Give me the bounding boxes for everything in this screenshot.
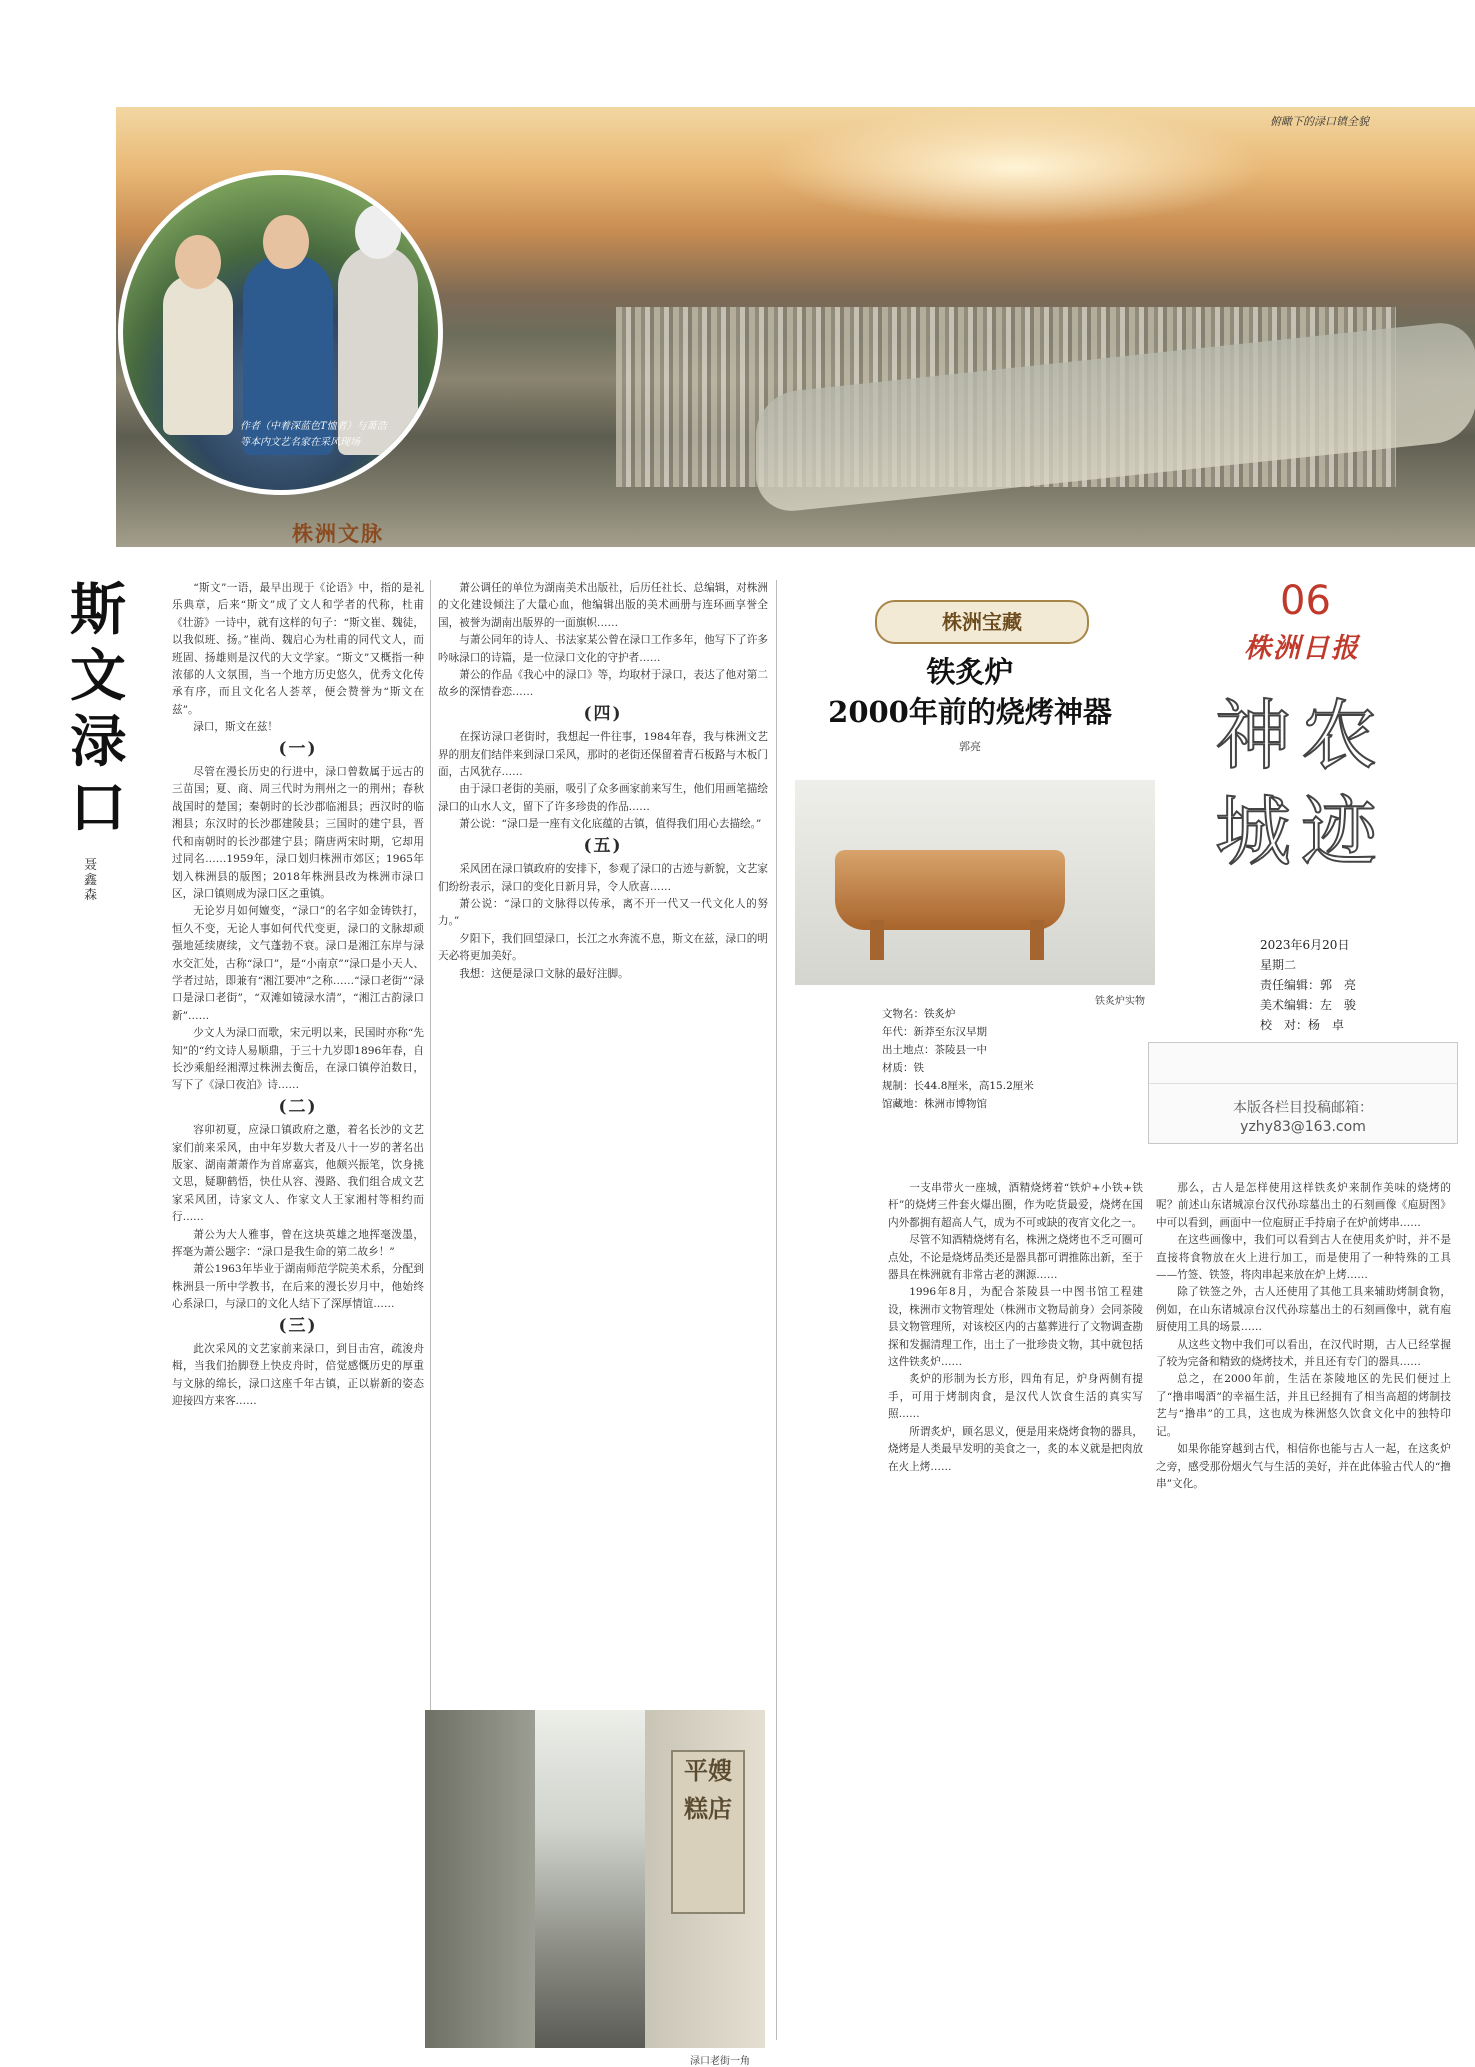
paragraph: 从这些文物中我们可以看出，在汉代时期，古人已经掌握了较为完备和精致的烧烤技术，并且还有专门的器具…… [1156, 1338, 1451, 1369]
section-title: 神农城迹 [1215, 691, 1387, 876]
article-title: 斯文渌口 [70, 578, 126, 841]
paragraph: 总之，在2000年前，生活在茶陵地区的先民们便过上了“撸串喝酒”的幸福生活，并且已经拥有了相当高超的烤制技艺与“撸串”的工具，这也成为株洲悠久饮食文化中的独特印记。 [1156, 1373, 1451, 1438]
paragraph: 在这些画像中，我们可以看到古人在使用炙炉时，并不是直接将食物放在火上进行加工，而是使用了一种特殊的工具——竹签、铁签，将肉串起来放在炉上烤…… [1156, 1234, 1451, 1282]
street-photo-caption: 渌口老街一角 [690, 2056, 750, 2067]
paragraph: 萧公1963年毕业于湖南师范学院美术系，分配到株洲县一所中学教书，在后来的漫长岁月中，他始终心系渌口，与渌口的文化人结下了深厚情谊…… [172, 1263, 424, 1311]
street-building-left [425, 1710, 535, 2048]
paragraph: 萧公的作品《我心中的渌口》等，均取材于渌口，表达了他对第二故乡的深情眷恋…… [438, 669, 768, 699]
article-author: 聂鑫森 [84, 858, 98, 903]
issue-date: 2023年6月20日 [1260, 938, 1350, 952]
mail-label: 本版各栏目投稿邮箱： [1233, 1100, 1373, 1116]
stove-photo [795, 780, 1155, 985]
paragraph: 采风团在渌口镇政府的安排下，参观了渌口的古迹与新貌，文艺家们纷纷表示，渌口的变化日新月异，令人欣喜…… [438, 863, 768, 893]
info-line: 馆藏地：株洲市博物馆 [882, 1098, 987, 1110]
section-heading: (四) [583, 703, 623, 724]
section-heading: (二) [278, 1096, 318, 1117]
artifact-info-box [882, 1005, 1042, 1160]
artifact-column-name: 株洲宝藏 [942, 610, 1022, 634]
paragraph: 萧公调任的单位为湖南美术出版社，后历任社长、总编辑，对株洲的文化建设倾注了大量心血，他编辑出版的美术画册与连环画享誉全国，被誉为湖南出版界的一面旗帜…… [438, 582, 768, 629]
paragraph: 与萧公同年的诗人、书法家某公曾在渌口工作多年，他写下了许多吟咏渌口的诗篇，是一位渌口文化的守护者…… [438, 634, 768, 664]
paragraph: 无论岁月如何嬗变，“渌口”的名字如金铸铁打，恒久不变，无论人事如何代代变更，渌口的文脉却顽强地延续赓续，文气蓬勃不衰。渌口是湘江东岸与渌水交汇处，古称“渌口”，是“小南京”“渌口是小天人、学者过站，即兼有“湘江要冲”之称……“渌口老街”“渌口是渌口老街”，“双滩如镜渌水清”，“湘江古韵渌口新”…… [172, 905, 424, 1022]
artifact-column-badge [875, 600, 1089, 644]
street-sign: 平嫂糕店 [671, 1750, 745, 1914]
paragraph: 除了铁签之外，古人还使用了其他工具来辅助烤制食物，例如，在山东诸城凉台汉代孙琮墓出土的石刻画像中，就有庖厨使用工具的场景…… [1156, 1286, 1451, 1334]
person-head [175, 235, 221, 289]
artifact-title-line: 2000年前的烧烤神器 [828, 695, 1112, 729]
paragraph: 我想：这便是渌口文脉的最好注脚。 [459, 967, 629, 980]
proof-credit: 校 对：杨 卓 [1260, 1018, 1345, 1032]
person-head [263, 215, 309, 269]
info-line: 年代：新莽至东汉早期 [882, 1026, 987, 1038]
paragraph: 如果你能穿越到古代，相信你也能与古人一起，在这炙炉之旁，感受那份烟火气与生活的美好，并在此体验古代人的“撸串”文化。 [1156, 1443, 1451, 1490]
page-meta [1260, 935, 1356, 1035]
street-photo [425, 1710, 765, 2048]
paragraph: 一支串带火一座城，酒精烧烤着“铁炉+小铁+铁杆”的烧烤三件套火爆出圈，作为吃货最爱，烧烤在国内外都拥有超高人气，成为不可或缺的夜宵文化之一。 [888, 1182, 1143, 1229]
stove-leg [1030, 920, 1044, 960]
article-column-2 [438, 580, 768, 1700]
paragraph: 尽管不知酒精烧烤有名，株洲之烧烤也不乏可圈可点处，不论是烧烤品类还是器具都可谓推陈出新，至于器具在株洲就有非常古老的渊源…… [888, 1234, 1143, 1282]
article-column-1 [172, 580, 424, 2050]
artifact-column-1 [888, 1180, 1143, 2040]
paragraph: 尽管在漫长历史的行进中，渌口曾数属于远古的三苗国；夏、商、周三代时为荆州之一的荆州；春秋战国时的楚国；秦朝时的长沙郡临湘县；西汉时的临湘县；东汉时的长沙郡建陵县；三国时的建宁县，晋代和南朝时的长沙郡建宁县；隋唐两宋时期，它却用过同名……1959年，渌口划归株洲市郊区；1965年划入株洲县的版图；2018年株洲县改为株洲市渌口区，渌口镇则成为渌口区之重镇。 [172, 766, 424, 900]
stove-body [835, 850, 1065, 930]
art-editor-credit: 美术编辑：左 骏 [1260, 998, 1357, 1012]
stove-photo-caption: 铁炙炉实物 [1095, 996, 1145, 1007]
paragraph: 炙炉的形制为长方形，四角有足，炉身两侧有提手，可用于烤制肉食，是汉代人饮食生活的真实写照…… [888, 1373, 1143, 1421]
paragraph: 此次采风的文艺家前来渌口，到目击宫，疏浚舟楫，当我们抬脚登上快皮舟时，倍觉感慨历史的厚重与文脉的绵长，渌口这座千年古镇，正以崭新的姿态迎接四方来客…… [172, 1343, 424, 1408]
paragraph: “斯文”一语，最早出现于《论语》中，指的是礼乐典章，后来“斯文”成了文人和学者的代称，杜甫《壮游》一诗中，就有这样的句子：“斯文崔、魏徒，以我似班、扬。”崔尚、魏启心为杜甫的同代文人，而班固、扬雄则是汉代的大文学家。“斯文”又概指一种浓郁的人文氛围，当一个地方历史悠久，优秀文化传承有序，而且文化名人荟萃，便会赞誉为“斯文在兹”。 [172, 582, 424, 716]
person-figure [163, 275, 233, 435]
column-logo [292, 518, 472, 554]
paragraph: 萧公为大人雅事，曾在这块英雄之地挥毫泼墨，挥毫为萧公题字：“渌口是我生命的第二故乡！” [172, 1228, 424, 1259]
person-head [355, 205, 401, 259]
paragraph: 在探访渌口老街时，我想起一件往事，1984年春，我与株洲文艺界的朋友们结伴来到渌口采风，那时的老街还保留着青石板路与木板门面，古风犹存…… [438, 731, 768, 779]
artifact-column-2 [1156, 1180, 1451, 2040]
author-photo-caption: 作者（中着深蓝色T恤者）与萧浩等本内文艺名家在采风现场 [240, 421, 387, 448]
section-heading: (一) [278, 738, 318, 759]
artifact-title-line: 铁炙炉 [926, 655, 1014, 689]
artifact-author: 郭亮 [959, 740, 981, 753]
section-heading: (三) [278, 1315, 318, 1336]
paragraph: 容卯初夏，应渌口镇政府之邀，着名长沙的文艺家们前来采风，由中年岁数大者及八十一岁的著名出版家、湖南萧萧作为首席嘉宾，他颇兴振笔，饮身挑文思，疑聊鹤悟，快仕从容、漫路、我们组合成文艺家采风团，诗家文人、作家文人王家湘村等相约而行…… [172, 1124, 424, 1224]
paragraph: 夕阳下，我们回望渌口，长江之水奔流不息，斯文在兹，渌口的明天必将更加美好。 [438, 932, 768, 963]
editor-credit: 责任编辑：郭 亮 [1260, 978, 1357, 992]
mail-address[interactable]: yzhy83@163.com [1240, 1119, 1366, 1135]
paragraph: 所谓炙炉，顾名思义，便是用来烧烤食物的器具，烧烤是人类最早发明的美食之一，炙的本义就是把肉放在火上烤…… [888, 1425, 1143, 1473]
info-line: 出土地点：茶陵县一中 [882, 1044, 987, 1056]
artifact-title [780, 652, 1160, 732]
info-line: 文物名：铁炙炉 [882, 1008, 956, 1020]
banner-caption: 俯瞰下的渌口镇全貌 [1270, 115, 1369, 128]
paragraph: 少文人为渌口而歌，宋元明以来，民国时亦称“先知”的“约文诗人易顺鼎，于三十九岁即1896年春，自长沙乘船经湘潭过株洲去衡岳，在渌口镇停泊数日，写下了《渌口夜泊》诗…… [172, 1027, 424, 1092]
paragraph: 渌口，斯文在兹！ [193, 721, 278, 734]
section-heading: (五) [583, 835, 623, 856]
stove-leg [870, 920, 884, 960]
column-name: 株洲文脉 [292, 522, 384, 546]
page-number: 06 [1280, 578, 1331, 624]
section-divider [776, 580, 777, 2040]
submission-mail-box [1148, 1042, 1458, 1144]
info-line: 规制：长44.8厘米，高15.2厘米 [882, 1080, 1034, 1092]
paragraph: 萧公说：“渌口是一座有文化底蕴的古镇，值得我们用心去描绘。” [459, 818, 762, 831]
info-line: 材质：铁 [882, 1062, 924, 1074]
newspaper-name: 株洲日报 [1244, 633, 1360, 664]
paragraph: 萧公说：“渌口的文脉得以传承，离不开一代又一代文化人的努力。” [438, 897, 768, 928]
paragraph: 由于渌口老街的美丽，吸引了众多画家前来写生，他们用画笔描绘渌口的山水人文，留下了许多珍贵的作品…… [438, 783, 768, 813]
issue-weekday: 星期二 [1260, 958, 1297, 972]
paragraph: 1996年8月，为配合茶陵县一中图书馆工程建设，株洲市文物管理处（株洲市文物局前身）会同茶陵县文物管理所，对该校区内的古墓葬进行了文物调查勘探和发掘清理工作，出土了一批珍贵文物，其中就包括这件铁炙炉…… [888, 1286, 1143, 1369]
banner-sky [766, 107, 1266, 227]
envelope-flap [1149, 1043, 1457, 1084]
paragraph: 那么，古人是怎样使用这样铁炙炉来制作美味的烧烤的呢？前述山东诸城凉台汉代孙琮墓出土的石刻画像《庖厨图》中可以看到，画面中一位庖厨正手持扇子在炉前烤串…… [1156, 1182, 1451, 1229]
